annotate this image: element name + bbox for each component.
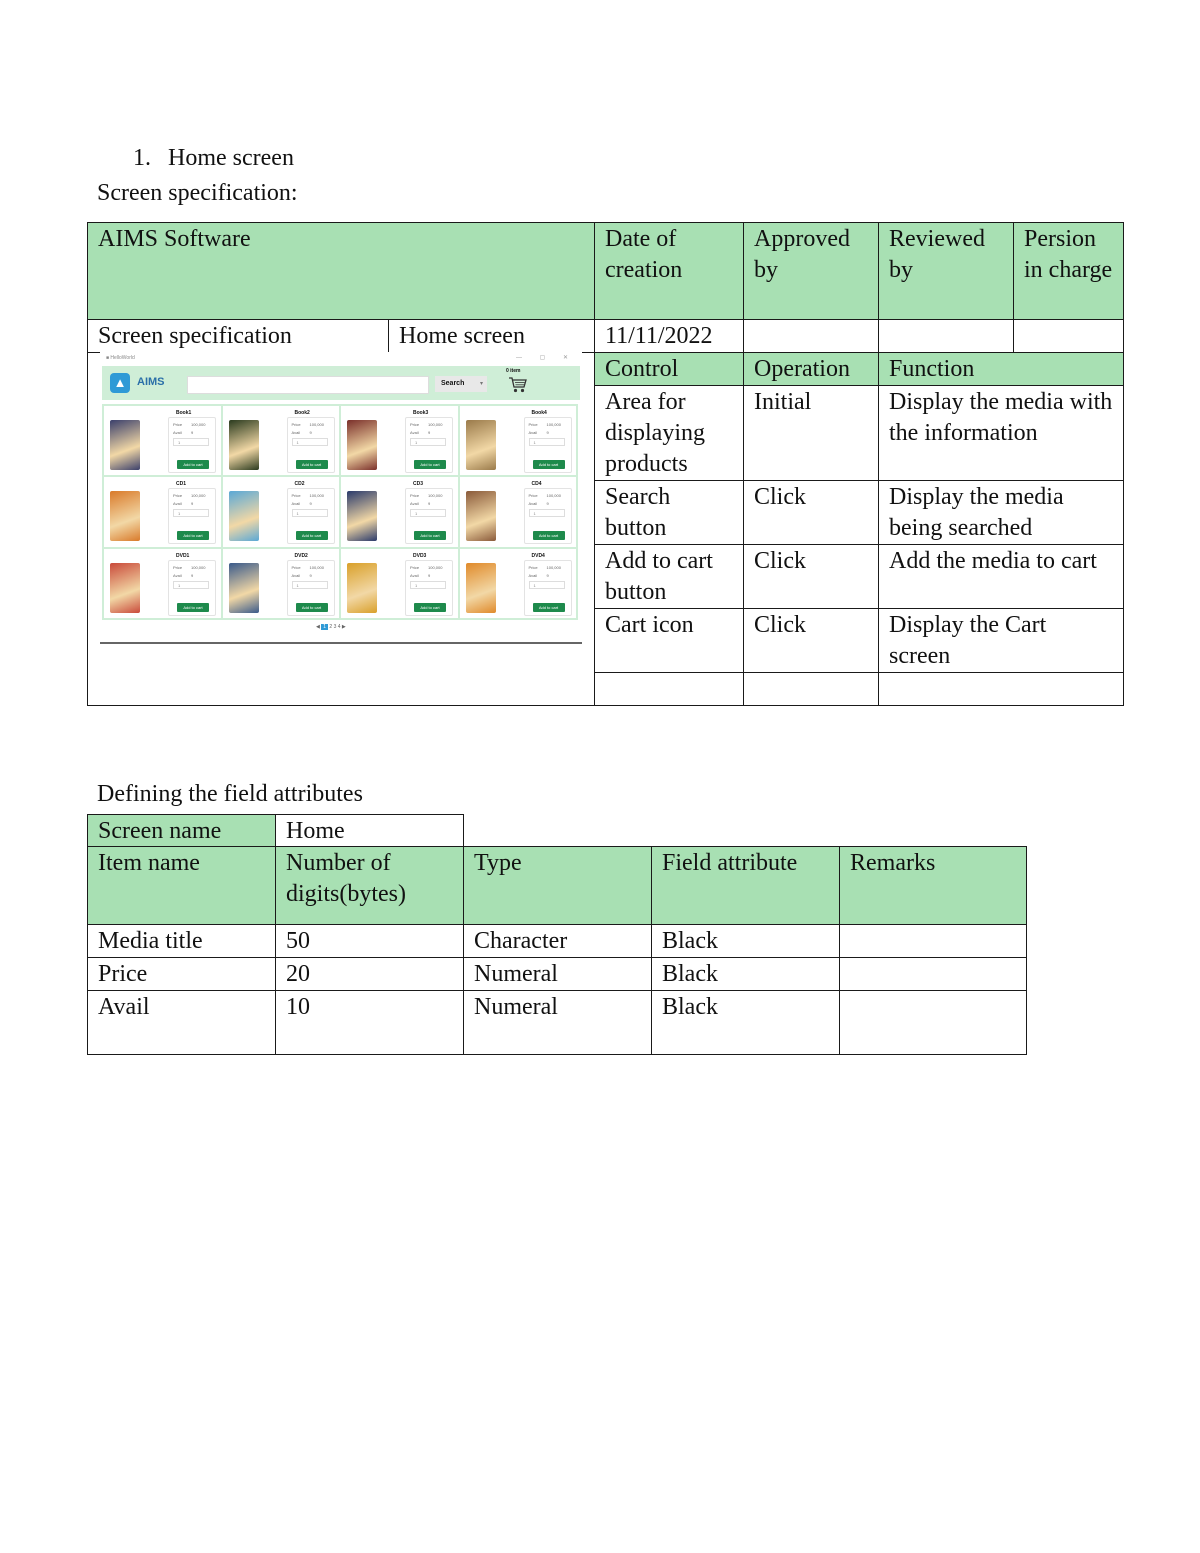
table-row	[88, 991, 1027, 1055]
control-cell: Cart icon	[595, 609, 744, 673]
digits-cell: 20	[276, 958, 464, 991]
quantity-spinner[interactable]: 1	[410, 581, 446, 589]
media-title: DVD3	[413, 552, 427, 559]
digits-cell: 50	[276, 925, 464, 958]
price-value: 100,000	[546, 564, 561, 570]
operation-cell: Click	[744, 609, 879, 673]
quantity-spinner[interactable]: 1	[529, 581, 565, 589]
price-label: Price	[528, 422, 538, 427]
media-title: DVD2	[294, 552, 308, 559]
media-cover-image	[466, 491, 496, 541]
approved-by-header: Approved by	[744, 223, 879, 320]
media-title: CD1	[176, 481, 187, 488]
product-info-panel	[168, 488, 216, 544]
screen-name-value: Home	[276, 815, 464, 848]
price-value: 100,000	[428, 564, 443, 570]
avail-value: 9	[546, 501, 549, 507]
media-cover-image	[347, 563, 377, 613]
price-value: 100,000	[428, 493, 443, 499]
product-card	[341, 549, 458, 618]
media-title: Book2	[294, 410, 310, 416]
price-label: Price	[291, 564, 301, 570]
window-controls: — ▢ ✕	[515, 355, 576, 361]
person-in-charge-value	[1014, 320, 1124, 353]
section-number: 1.	[133, 145, 151, 171]
field-attribute-cell: Black	[652, 991, 840, 1055]
product-card	[460, 549, 577, 618]
avail-value: 9	[191, 572, 194, 578]
field-attribute-header: Field attribute	[652, 847, 840, 925]
field-attribute-cell: Black	[652, 925, 840, 958]
avail-label: Avail	[528, 501, 538, 507]
screen-name-table	[87, 814, 464, 848]
product-info-panel	[287, 417, 335, 473]
avail-label: Avail	[173, 572, 182, 578]
avail-value: 9	[428, 572, 431, 578]
product-card	[223, 406, 340, 475]
media-title: Book4	[531, 410, 547, 416]
product-card	[104, 477, 221, 546]
product-info-panel	[405, 488, 453, 544]
product-card	[104, 549, 221, 618]
media-title: CD2	[294, 481, 305, 488]
digits-header: Number of digits(bytes)	[276, 847, 464, 925]
media-cover-image	[347, 491, 377, 541]
date-value: 11/11/2022	[595, 320, 744, 353]
product-card	[223, 549, 340, 618]
section-title: Home screen	[168, 145, 294, 171]
avail-value: 9	[191, 501, 194, 507]
control-cell: Area for displaying products	[595, 386, 744, 481]
product-info-panel	[168, 560, 216, 616]
avail-label: Avail	[291, 501, 301, 507]
app-header	[102, 366, 580, 400]
function-header: Function	[879, 353, 1124, 386]
remarks-cell	[840, 958, 1027, 991]
product-info-panel	[405, 417, 453, 473]
table-row	[88, 925, 1027, 958]
media-cover-image	[466, 563, 496, 613]
approved-by-value	[744, 320, 879, 353]
product-card	[341, 477, 458, 546]
price-value: 100,000	[309, 422, 324, 427]
avail-label: Avail	[410, 501, 419, 507]
avail-value: 9	[428, 501, 431, 507]
avail-value: 9	[309, 572, 312, 578]
screen-name-value: Home screen	[389, 320, 595, 353]
person-in-charge-header: Persion in charge	[1014, 223, 1124, 320]
function-cell: Add the media to cart	[879, 545, 1124, 609]
control-header: Control	[595, 353, 744, 386]
media-title: CD4	[531, 481, 542, 488]
add-to-cart-button[interactable]: Add to cart	[296, 603, 328, 612]
quantity-spinner[interactable]: 1	[292, 581, 328, 589]
product-card	[341, 406, 458, 475]
type-cell: Character	[464, 925, 652, 958]
price-value: 100,000	[191, 564, 206, 570]
product-card	[104, 406, 221, 475]
item-name-cell: Media title	[88, 925, 276, 958]
operation-cell: Click	[744, 545, 879, 609]
remarks-header: Remarks	[840, 847, 1027, 925]
product-info-panel	[524, 417, 572, 473]
function-cell: Display the media being searched	[879, 481, 1124, 545]
avail-value: 9	[309, 501, 312, 507]
media-cover-image	[110, 563, 140, 613]
product-grid	[102, 404, 578, 620]
remarks-cell	[840, 925, 1027, 958]
product-card	[460, 406, 577, 475]
type-cell: Numeral	[464, 958, 652, 991]
avail-label: Avail	[173, 430, 182, 435]
media-cover-image	[229, 563, 259, 613]
quantity-spinner[interactable]: 1	[529, 438, 565, 446]
pagination[interactable]: ◀ 1 2 3 4 ▶	[316, 624, 346, 630]
avail-value: 9	[546, 572, 549, 578]
item-name-cell: Price	[88, 958, 276, 991]
reviewed-by-value	[879, 320, 1014, 353]
quantity-spinner[interactable]: 1	[173, 509, 209, 517]
avail-label: Avail	[173, 501, 182, 507]
aims-logo-icon: ▲	[110, 373, 130, 393]
price-label: Price	[173, 422, 183, 427]
operation-cell: Initial	[744, 386, 879, 481]
avail-label: Avail	[291, 572, 301, 578]
price-label: Price	[410, 564, 420, 570]
field-attributes-table	[87, 846, 1027, 1055]
control-cell: Add to cart button	[595, 545, 744, 609]
add-to-cart-button[interactable]: Add to cart	[177, 531, 209, 540]
add-to-cart-button[interactable]: Add to cart	[533, 603, 565, 612]
product-info-panel	[524, 560, 572, 616]
add-to-cart-button[interactable]: Add to cart	[177, 603, 209, 612]
avail-label: Avail	[528, 430, 538, 435]
product-card	[460, 477, 577, 546]
price-label: Price	[173, 493, 183, 499]
media-cover-image	[110, 420, 140, 470]
operation-cell: Click	[744, 481, 879, 545]
item-name-header: Item name	[88, 847, 276, 925]
media-cover-image	[229, 420, 259, 470]
app-screenshot	[100, 352, 582, 644]
avail-label: Avail	[410, 572, 419, 578]
media-cover-image	[466, 420, 496, 470]
media-cover-image	[347, 420, 377, 470]
current-page[interactable]: 1	[323, 624, 327, 630]
add-to-cart-button[interactable]: Add to cart	[533, 531, 565, 540]
table-row	[88, 958, 1027, 991]
media-cover-image	[229, 491, 259, 541]
add-to-cart-button[interactable]: Add to cart	[414, 531, 446, 540]
control-cell: Search button	[595, 481, 744, 545]
type-cell: Numeral	[464, 991, 652, 1055]
window-title: ■ HelloWorld	[106, 355, 135, 361]
price-label: Price	[410, 422, 420, 427]
empty-cell	[879, 673, 1124, 706]
product-info-panel	[524, 488, 572, 544]
window-titlebar	[100, 352, 582, 364]
item-name-cell: Avail	[88, 991, 276, 1055]
quantity-spinner[interactable]: 1	[410, 509, 446, 517]
media-title: DVD1	[176, 552, 190, 559]
price-label: Price	[528, 493, 538, 499]
price-value: 100,000	[428, 422, 443, 427]
price-value: 100,000	[546, 422, 561, 427]
function-cell: Display the Cart screen	[879, 609, 1124, 673]
type-header: Type	[464, 847, 652, 925]
field-attribute-cell: Black	[652, 958, 840, 991]
quantity-spinner[interactable]: 1	[292, 509, 328, 517]
quantity-spinner[interactable]: 1	[410, 438, 446, 446]
media-title: CD3	[413, 481, 424, 488]
product-info-panel	[287, 560, 335, 616]
price-value: 100,000	[191, 422, 206, 427]
empty-cell	[744, 673, 879, 706]
empty-cell	[595, 673, 744, 706]
screen-spec-label: Screen specification	[88, 320, 389, 353]
media-title: Book1	[176, 410, 192, 416]
date-of-creation-header: Date of creation	[595, 223, 744, 320]
avail-value: 9	[309, 430, 312, 435]
price-value: 100,000	[309, 564, 324, 570]
quantity-spinner[interactable]: 1	[292, 438, 328, 446]
add-to-cart-button[interactable]: Add to cart	[296, 460, 328, 469]
function-cell: Display the media with the information	[879, 386, 1124, 481]
price-label: Price	[528, 564, 538, 570]
price-value: 100,000	[546, 493, 561, 499]
screen-name-label: Screen name	[88, 815, 276, 848]
avail-value: 9	[428, 430, 431, 435]
media-cover-image	[110, 491, 140, 541]
add-to-cart-button[interactable]: Add to cart	[533, 460, 565, 469]
app-name: AIMS	[137, 376, 165, 388]
add-to-cart-button[interactable]: Add to cart	[414, 460, 446, 469]
product-info-panel	[287, 488, 335, 544]
cart-count: 0 item	[506, 368, 521, 374]
price-label: Price	[173, 564, 183, 570]
avail-label: Avail	[291, 430, 301, 435]
spec-caption: Screen specification:	[97, 180, 298, 206]
add-to-cart-button[interactable]: Add to cart	[296, 531, 328, 540]
cart-icon[interactable]	[508, 376, 528, 394]
search-button[interactable]: Search ▾	[435, 376, 487, 392]
price-value: 100,000	[309, 493, 324, 499]
search-input[interactable]	[187, 376, 429, 394]
add-to-cart-button[interactable]: Add to cart	[414, 603, 446, 612]
avail-label: Avail	[528, 572, 538, 578]
media-title: Book3	[413, 410, 429, 416]
quantity-spinner[interactable]: 1	[173, 581, 209, 589]
quantity-spinner[interactable]: 1	[173, 438, 209, 446]
avail-label: Avail	[410, 430, 419, 435]
remarks-cell	[840, 991, 1027, 1055]
fields-caption: Defining the field attributes	[97, 781, 363, 807]
operation-header: Operation	[744, 353, 879, 386]
price-label: Price	[410, 493, 420, 499]
add-to-cart-button[interactable]: Add to cart	[177, 460, 209, 469]
software-name: AIMS Software	[88, 223, 595, 320]
product-card	[223, 477, 340, 546]
avail-value: 9	[191, 430, 194, 435]
avail-value: 9	[546, 430, 549, 435]
product-info-panel	[405, 560, 453, 616]
media-title: DVD4	[531, 552, 545, 559]
product-info-panel	[168, 417, 216, 473]
price-label: Price	[291, 422, 301, 427]
digits-cell: 10	[276, 991, 464, 1055]
reviewed-by-header: Reviewed by	[879, 223, 1014, 320]
price-value: 100,000	[191, 493, 206, 499]
price-label: Price	[291, 493, 301, 499]
quantity-spinner[interactable]: 1	[529, 509, 565, 517]
